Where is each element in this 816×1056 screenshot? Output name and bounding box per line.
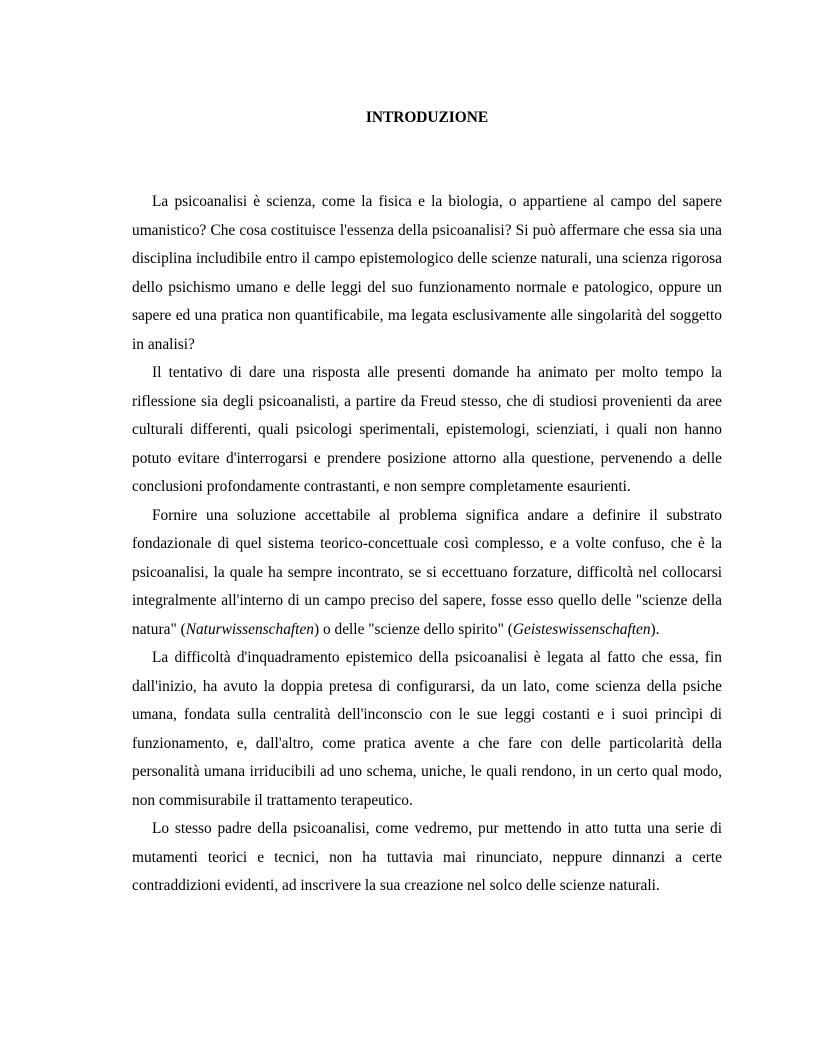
paragraph-3-text-a: Fornire una soluzione accettabile al problema significa andare a definire il substrato fondazionale di quel sistema teorico-concettuale così complesso, e a volte confuso, che è la psicoanalisi, la quale ha sempre incontrato, se si eccettuano forzature, difficoltà nel collocarsi integralmente all'interno di un campo preciso del sapere, fosse esso quello delle "scienze della natura" ( — [132, 506, 722, 638]
paragraph-2: Il tentativo di dare una risposta alle presenti domande ha animato per molto tempo la riflessione sia degli psicoanalisti, a partire da Freud stesso, che di studiosi provenienti da aree culturali differenti, quali psicologi sperimentali, epistemologi, scienziati, i quali non hanno potuto evitare d'interrogarsi e prendere posizione attorno alla questione, pervenendo a delle conclusioni profondamente contrastanti, e non sempre completamente esaurienti. — [132, 364, 722, 495]
paragraph-3-text-c: ). — [650, 620, 660, 638]
paragraph-5: Lo stesso padre della psicoanalisi, come vedremo, pur mettendo in atto tutta una serie di mutamenti teorici e tecnici, non ha tuttavia mai rinunciato, neppure dinnanzi a certe contraddizioni evidenti, ad inscrivere la sua creazione nel solco delle scienze naturali. — [132, 820, 722, 894]
body-text — [132, 188, 722, 901]
term-naturwissenschaften: Naturwissenschaften — [185, 620, 314, 638]
page-title: INTRODUZIONE — [365, 109, 489, 126]
paragraph-3-text-b: ) o delle "scienze dello spirito" ( — [313, 620, 513, 638]
paragraph-4: La difficoltà d'inquadramento epistemico della psicoanalisi è legata al fatto che essa, fin dall'inizio, ha avuto la doppia pretesa di configurarsi, da un lato, come scienza della psiche umana, fondata sulla centralità dell'inconscio con le sue leggi costanti e i suoi princìpi di funzionamento, e, dall'altro, come pratica avente a che fare con delle particolarità della personalità umana irriducibili ad uno schema, uniche, le quali rendono, in un certo qual modo, non commisurabile il trattamento terapeutico. — [132, 649, 722, 809]
paragraph-3 — [132, 502, 722, 645]
term-geisteswissenschaften: Geisteswissenschaften — [512, 620, 651, 638]
paragraph-1: La psicoanalisi è scienza, come la fisica e la biologia, o appartiene al campo del sapere umanistico? Che cosa costituisce l'essenza della psicoanalisi? Si può affermare che essa sia una disciplina includibile entro il campo epistemologico delle scienze naturali, una scienza rigorosa dello psichismo umano e delle leggi del suo funzionamento normale e patologico, oppure un sapere ed una pratica non quantificabile, ma legata esclusivamente alle singolarità del soggetto in analisi? — [132, 193, 722, 353]
